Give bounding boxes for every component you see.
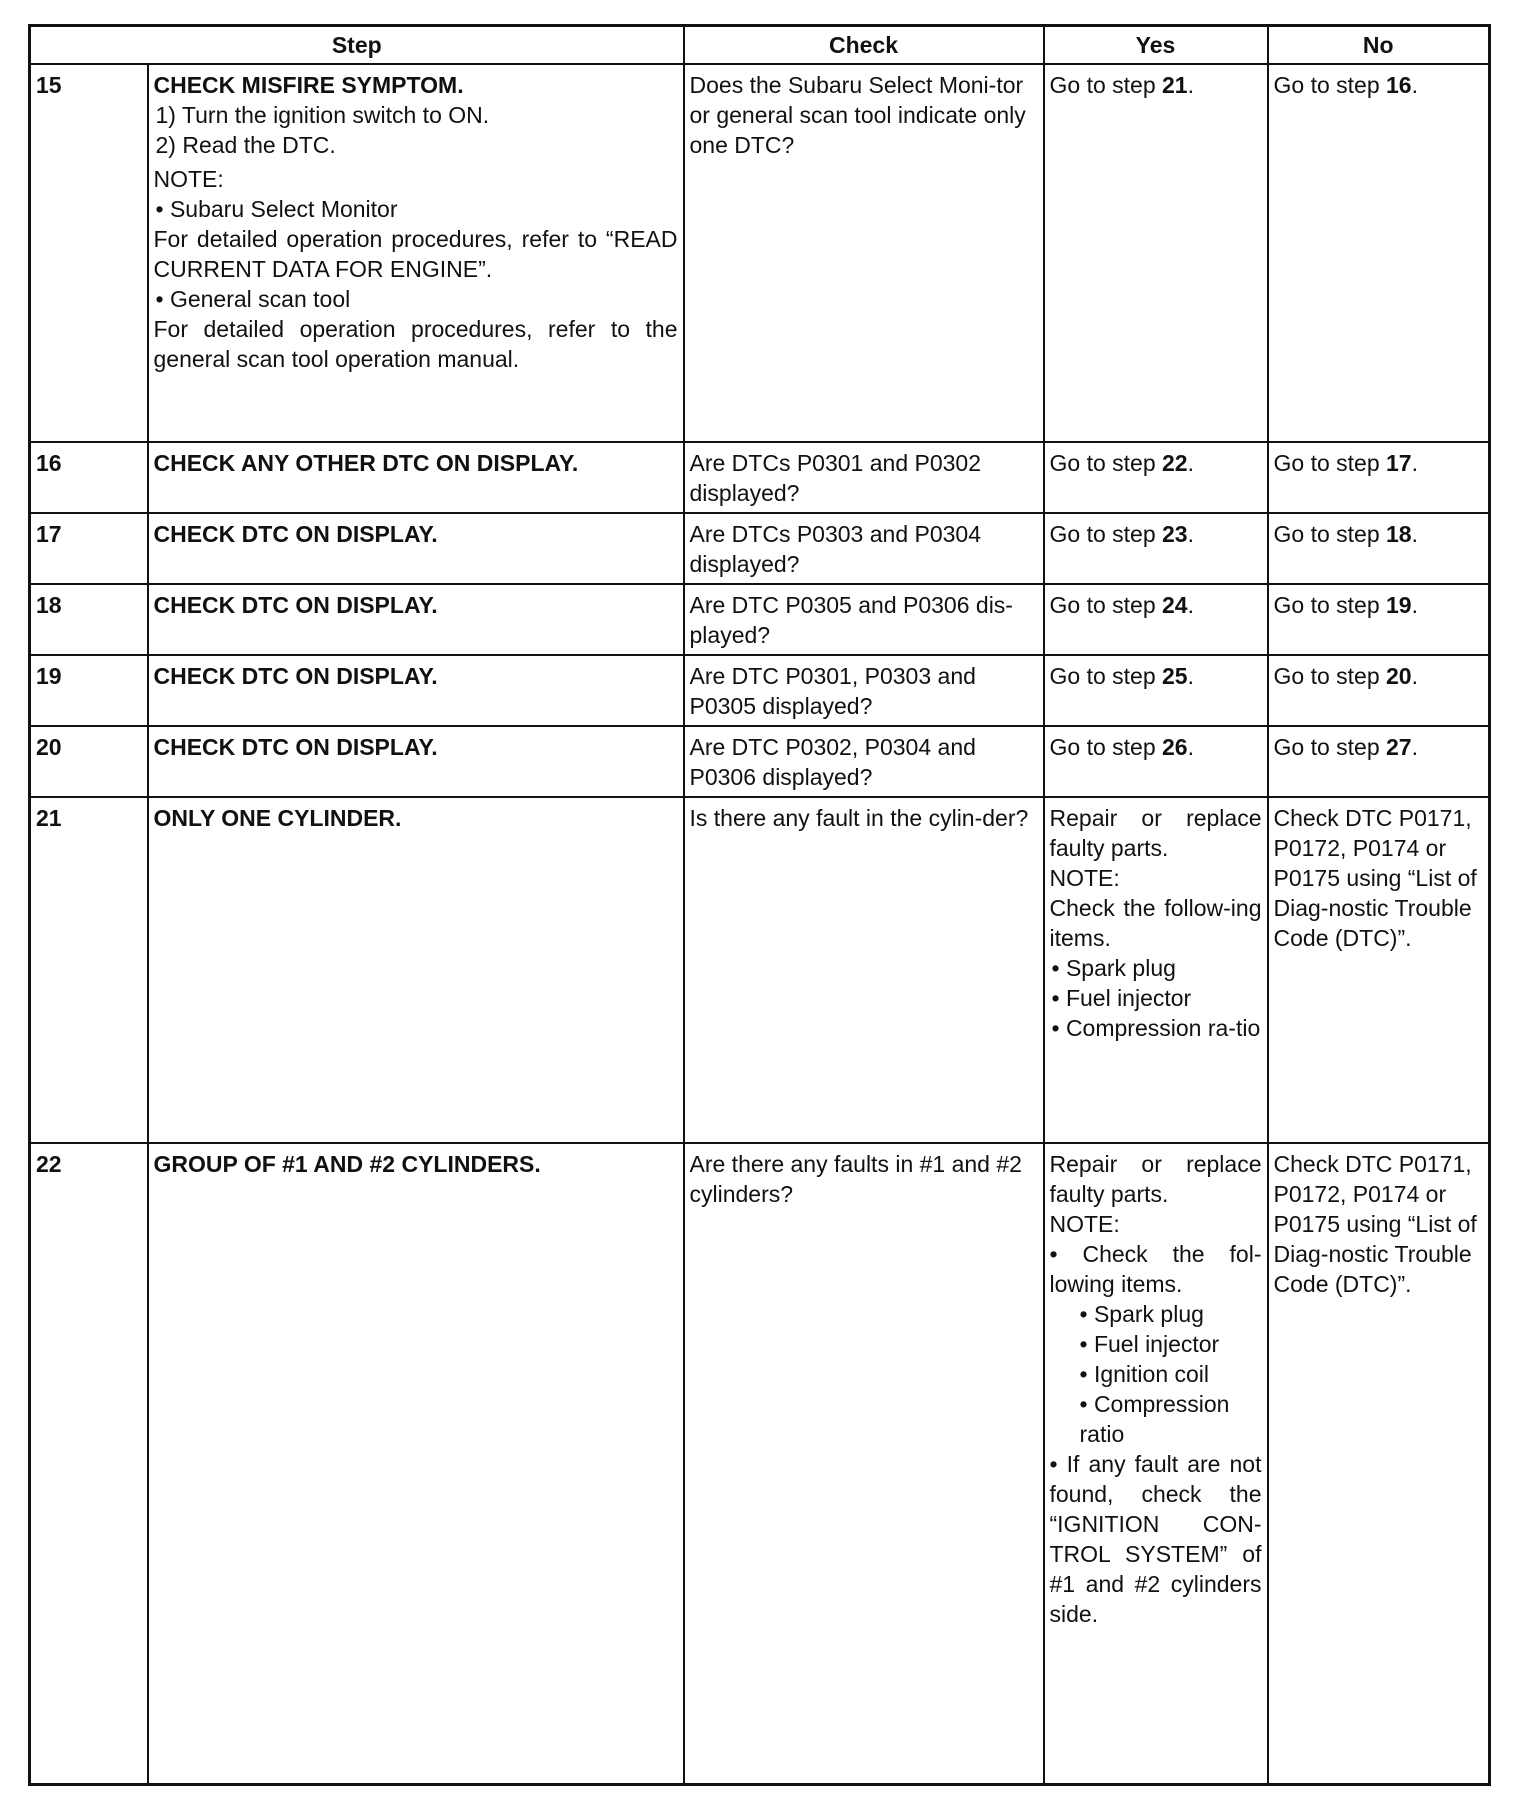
goto-prefix: Go to step bbox=[1049, 521, 1163, 547]
no-cell: Check DTC P0171, P0172, P0174 or P0175 using “List of Diag-nostic Trouble Code (DTC)”. bbox=[1268, 1143, 1490, 1785]
check-cell: Are DTC P0305 and P0306 dis-played? bbox=[684, 584, 1044, 655]
step-substep: 1) Turn the ignition switch to ON. bbox=[155, 102, 490, 128]
note-bullet: • General scan tool bbox=[155, 286, 351, 312]
step-number: 22 bbox=[30, 1143, 148, 1785]
step-substep: 2) Read the DTC. bbox=[155, 132, 336, 158]
goto-suffix: . bbox=[1411, 521, 1418, 547]
goto-suffix: . bbox=[1411, 663, 1418, 689]
goto-prefix: Go to step bbox=[1049, 663, 1163, 689]
yes-goto-step: 25 bbox=[1162, 663, 1188, 689]
step-cell bbox=[148, 64, 684, 442]
no-cell bbox=[1268, 442, 1490, 513]
note-label: NOTE: bbox=[1049, 1211, 1120, 1237]
header-yes: Yes bbox=[1044, 26, 1268, 65]
note-text: Check the follow-ing items. bbox=[1049, 895, 1262, 951]
step-cell bbox=[148, 655, 684, 726]
step-title: CHECK ANY OTHER DTC ON DISPLAY. bbox=[153, 450, 579, 476]
no-goto-step: 19 bbox=[1386, 592, 1412, 618]
goto-prefix: Go to step bbox=[1273, 734, 1387, 760]
yes-cell bbox=[1044, 1143, 1268, 1785]
note-label: NOTE: bbox=[153, 166, 224, 192]
no-goto-step: 17 bbox=[1386, 450, 1412, 476]
no-goto-step: 20 bbox=[1386, 663, 1412, 689]
yes-cell bbox=[1044, 726, 1268, 797]
step-number: 17 bbox=[30, 513, 148, 584]
check-cell: Are DTC P0302, P0304 and P0306 displayed? bbox=[684, 726, 1044, 797]
no-goto-step: 18 bbox=[1386, 521, 1412, 547]
goto-suffix: . bbox=[1187, 72, 1194, 98]
goto-suffix: . bbox=[1411, 734, 1418, 760]
yes-action: Repair or replace faulty parts. bbox=[1049, 805, 1262, 861]
yes-goto-step: 23 bbox=[1162, 521, 1188, 547]
note-bullet: • Compression ra-tio bbox=[1051, 1015, 1261, 1041]
step-title: CHECK DTC ON DISPLAY. bbox=[153, 734, 438, 760]
note-bullet: • Spark plug bbox=[1051, 955, 1176, 981]
step-number: 21 bbox=[30, 797, 148, 1143]
no-goto-step: 16 bbox=[1386, 72, 1412, 98]
step-title: CHECK MISFIRE SYMPTOM. bbox=[153, 72, 464, 98]
table-row bbox=[30, 655, 1490, 726]
goto-prefix: Go to step bbox=[1273, 521, 1387, 547]
step-number: 16 bbox=[30, 442, 148, 513]
goto-prefix: Go to step bbox=[1049, 592, 1163, 618]
goto-suffix: . bbox=[1187, 663, 1194, 689]
goto-suffix: . bbox=[1187, 521, 1194, 547]
step-number: 18 bbox=[30, 584, 148, 655]
goto-prefix: Go to step bbox=[1273, 663, 1387, 689]
note-text: For detailed operation procedures, refer to “READ CURRENT DATA FOR ENGINE”. bbox=[153, 226, 678, 282]
goto-suffix: . bbox=[1187, 734, 1194, 760]
step-cell bbox=[148, 1143, 684, 1785]
note-text: • Check the fol-lowing items. bbox=[1049, 1241, 1262, 1297]
no-cell bbox=[1268, 726, 1490, 797]
check-cell: Are DTCs P0303 and P0304 displayed? bbox=[684, 513, 1044, 584]
goto-prefix: Go to step bbox=[1273, 592, 1387, 618]
goto-suffix: . bbox=[1411, 450, 1418, 476]
goto-suffix: . bbox=[1187, 592, 1194, 618]
no-goto-step: 27 bbox=[1386, 734, 1412, 760]
note-bullet: • Fuel injector bbox=[1051, 985, 1192, 1011]
step-title: GROUP OF #1 AND #2 CYLINDERS. bbox=[153, 1151, 541, 1177]
yes-cell bbox=[1044, 797, 1268, 1143]
step-title: CHECK DTC ON DISPLAY. bbox=[153, 521, 438, 547]
step-cell bbox=[148, 513, 684, 584]
yes-goto-step: 26 bbox=[1162, 734, 1188, 760]
note-bullet: • Spark plug bbox=[1079, 1301, 1204, 1327]
table-row bbox=[30, 584, 1490, 655]
goto-prefix: Go to step bbox=[1049, 734, 1163, 760]
goto-prefix: Go to step bbox=[1049, 72, 1163, 98]
step-number: 19 bbox=[30, 655, 148, 726]
table-row bbox=[30, 797, 1490, 1143]
step-cell bbox=[148, 442, 684, 513]
step-number: 15 bbox=[30, 64, 148, 442]
step-cell bbox=[148, 584, 684, 655]
no-cell bbox=[1268, 584, 1490, 655]
goto-suffix: . bbox=[1411, 592, 1418, 618]
table-row bbox=[30, 64, 1490, 442]
no-cell bbox=[1268, 513, 1490, 584]
yes-cell bbox=[1044, 655, 1268, 726]
header-step: Step bbox=[30, 26, 684, 65]
goto-prefix: Go to step bbox=[1049, 450, 1163, 476]
step-number: 20 bbox=[30, 726, 148, 797]
table-row bbox=[30, 442, 1490, 513]
yes-cell bbox=[1044, 584, 1268, 655]
step-title: CHECK DTC ON DISPLAY. bbox=[153, 663, 438, 689]
diagnostic-procedure-page bbox=[28, 24, 1488, 1786]
check-cell: Does the Subaru Select Moni-tor or general scan tool indicate only one DTC? bbox=[684, 64, 1044, 442]
step-cell bbox=[148, 797, 684, 1143]
diagnostic-table bbox=[28, 24, 1491, 1786]
step-title: ONLY ONE CYLINDER. bbox=[153, 805, 402, 831]
yes-goto-step: 22 bbox=[1162, 450, 1188, 476]
check-cell: Is there any fault in the cylin-der? bbox=[684, 797, 1044, 1143]
step-cell bbox=[148, 726, 684, 797]
check-cell: Are DTCs P0301 and P0302 displayed? bbox=[684, 442, 1044, 513]
header-check: Check bbox=[684, 26, 1044, 65]
yes-action: Repair or replace faulty parts. bbox=[1049, 1151, 1262, 1207]
note-bullet: • Fuel injector bbox=[1079, 1331, 1220, 1357]
no-cell: Check DTC P0171, P0172, P0174 or P0175 using “List of Diag-nostic Trouble Code (DTC)”. bbox=[1268, 797, 1490, 1143]
check-cell: Are DTC P0301, P0303 and P0305 displayed? bbox=[684, 655, 1044, 726]
step-title: CHECK DTC ON DISPLAY. bbox=[153, 592, 438, 618]
no-cell bbox=[1268, 64, 1490, 442]
note-bullet: • Ignition coil bbox=[1079, 1361, 1210, 1387]
check-cell: Are there any faults in #1 and #2 cylinders? bbox=[684, 1143, 1044, 1785]
yes-goto-step: 21 bbox=[1162, 72, 1188, 98]
note-bullet: • Compression ratio bbox=[1079, 1391, 1230, 1447]
table-row bbox=[30, 513, 1490, 584]
table-row bbox=[30, 726, 1490, 797]
note-text: • If any fault are not found, check the “IGNITION CON-TROL SYSTEM” of #1 and #2 cylinders side. bbox=[1049, 1451, 1262, 1627]
yes-cell bbox=[1044, 64, 1268, 442]
goto-prefix: Go to step bbox=[1273, 72, 1387, 98]
header-no: No bbox=[1268, 26, 1490, 65]
yes-cell bbox=[1044, 513, 1268, 584]
yes-cell bbox=[1044, 442, 1268, 513]
no-cell bbox=[1268, 655, 1490, 726]
note-label: NOTE: bbox=[1049, 865, 1120, 891]
goto-suffix: . bbox=[1411, 72, 1418, 98]
goto-prefix: Go to step bbox=[1273, 450, 1387, 476]
table-row bbox=[30, 1143, 1490, 1785]
yes-goto-step: 24 bbox=[1162, 592, 1188, 618]
note-text: For detailed operation procedures, refer to the general scan tool operation manual. bbox=[153, 316, 678, 372]
table-header-row bbox=[30, 26, 1490, 65]
note-bullet: • Subaru Select Monitor bbox=[155, 196, 398, 222]
goto-suffix: . bbox=[1187, 450, 1194, 476]
